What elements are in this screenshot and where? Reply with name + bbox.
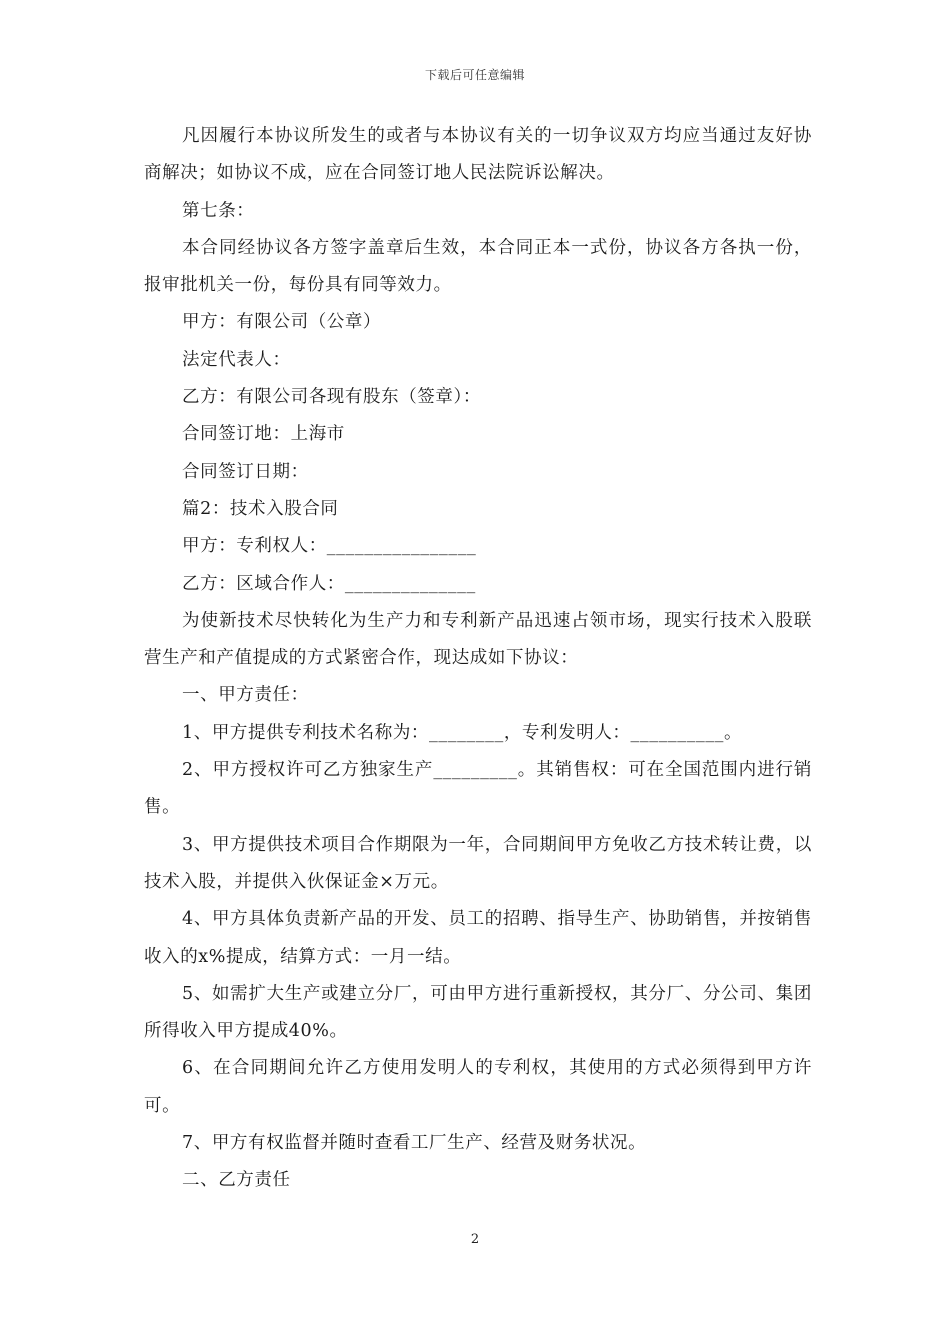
signature-party-b: 乙方：有限公司各现有股东（签章）： — [182, 387, 481, 408]
party-b-regional-partner: 乙方：区域合作人：______________ — [182, 573, 476, 594]
clause-a-5: 5、如需扩大生产或建立分厂，可由甲方进行重新授权，其分厂、分公司、集团所得收入甲方提成40%。 — [144, 983, 812, 1042]
signature-legal-representative: 法定代表人： — [182, 349, 291, 370]
paragraph-purpose: 为使新技术尽快转化为生产力和专利新产品迅速占领市场，现实行技术入股联营生产和产值提成的方式紧密合作，现达成如下协议： — [144, 610, 812, 669]
clause-a-6: 6、在合同期间允许乙方使用发明人的专利权，其使用的方式必须得到甲方许可。 — [144, 1058, 812, 1116]
signature-party-a: 甲方：有限公司（公章） — [182, 312, 382, 333]
party-a-patentee: 甲方：专利权人：________________ — [182, 536, 477, 557]
paragraph-article-seven-heading: 第七条： — [182, 200, 255, 221]
clause-a-2: 2、甲方授权许可乙方独家生产_________。其销售权：可在全国范围内进行销售。 — [144, 760, 812, 818]
clause-a-1: 1、甲方提供专利技术名称为：________，专利发明人：__________。 — [182, 722, 743, 743]
paragraph-effectiveness: 本合同经协议各方签字盖章后生效，本合同正本一式份，协议各方各执一份，报审批机关一份，每份具有同等效力。 — [144, 237, 812, 296]
section-title-contract-2: 篇2：技术入股合同 — [182, 498, 339, 519]
signing-date: 合同签订日期： — [182, 461, 309, 482]
heading-party-a-duties: 一、甲方责任： — [182, 685, 309, 706]
clause-a-3: 3、甲方提供技术项目合作期限为一年，合同期间甲方免收乙方技术转让费，以技术入股，并提供入伙保证金×万元。 — [144, 834, 812, 892]
paragraph-dispute-resolution: 凡因履行本协议所发生的或者与本协议有关的一切争议双方均应当通过友好协商解决；如协议不成，应在合同签订地人民法院诉讼解决。 — [144, 126, 812, 184]
heading-party-b-duties: 二、乙方责任 — [182, 1170, 291, 1191]
signing-location: 合同签订地：上海市 — [182, 424, 345, 445]
page-header: 下载后可任意编辑 — [424, 68, 525, 82]
page-number: 2 — [470, 1232, 480, 1247]
clause-a-4: 4、甲方具体负责新产品的开发、员工的招聘、指导生产、协助销售，并按销售收入的x%提成，结算方式：一月一结。 — [144, 909, 812, 967]
clause-a-7: 7、甲方有权监督并随时查看工厂生产、经营及财务状况。 — [182, 1133, 647, 1154]
document-body — [144, 118, 812, 1200]
